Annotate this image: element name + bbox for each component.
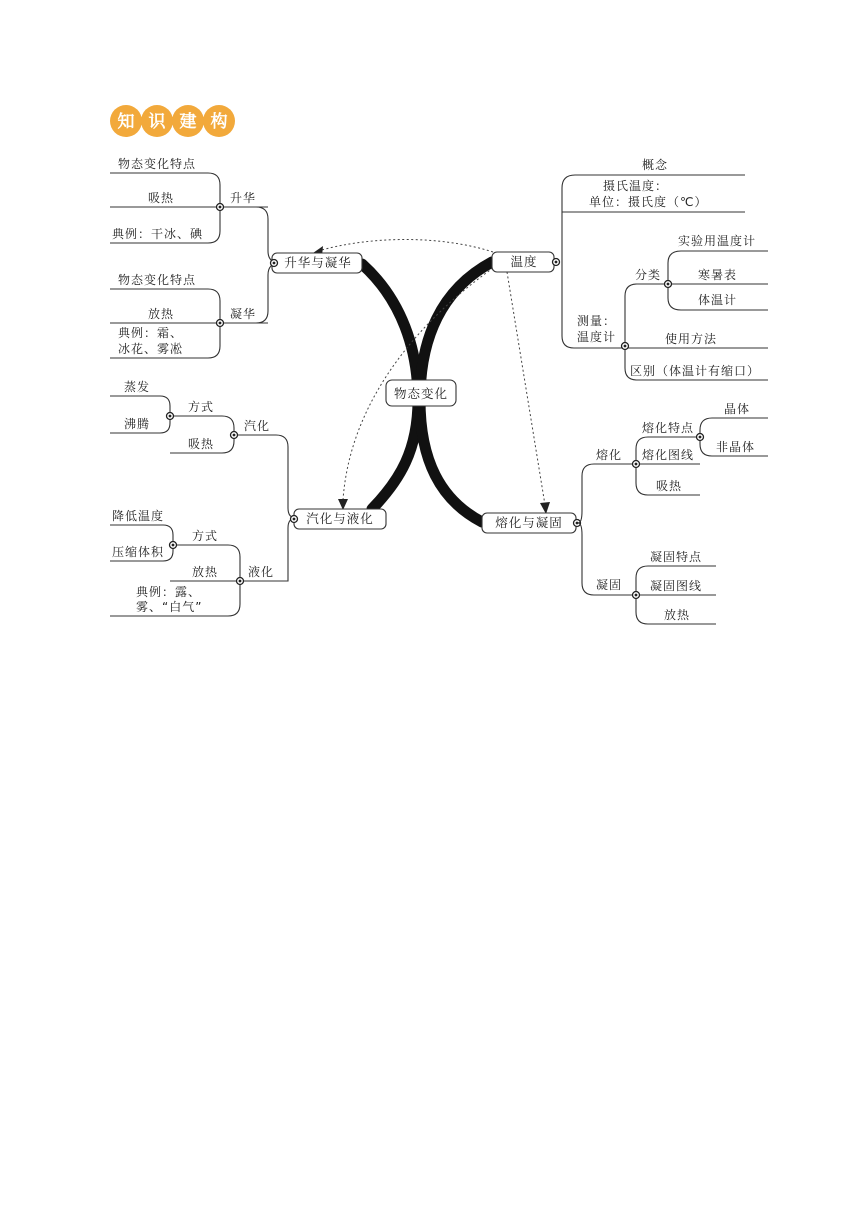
evaporation: 蒸发	[124, 380, 151, 394]
sublimation-link	[220, 207, 280, 263]
classify-link	[625, 284, 668, 346]
melting-node-label: 熔化与凝固	[495, 515, 563, 530]
sublimation-example: 典例：干冰、碘	[112, 227, 204, 241]
sublimation-feature: 物态变化特点	[118, 157, 197, 171]
temperature-branch	[492, 157, 768, 380]
center-node-label: 物态变化	[393, 386, 449, 401]
usage-label: 使用方法	[665, 332, 718, 346]
measure-1: 测量：	[577, 314, 617, 328]
temperature-concept: 概念	[642, 158, 669, 172]
melt-feature: 熔化特点	[642, 421, 695, 435]
liquefaction-method: 方式	[192, 529, 219, 543]
classify-label: 分类	[635, 268, 662, 282]
vaporization-method: 方式	[188, 400, 215, 414]
desublimation-heat: 放热	[148, 307, 175, 321]
solidify-feature: 凝固特点	[650, 550, 703, 564]
sublimation-label: 升华	[230, 191, 257, 205]
liquefaction-heat: 放热	[192, 565, 219, 579]
liquefaction-label: 液化	[248, 565, 275, 579]
center-node-group	[386, 380, 456, 406]
arrowhead-melting	[540, 502, 550, 514]
dash-temp-to-melting	[507, 272, 545, 505]
liquefaction-example-2: 雾、“白气”	[136, 600, 203, 614]
liquefaction-link	[170, 518, 296, 581]
vaporization-label: 汽化	[244, 419, 271, 433]
melt-graph: 熔化图线	[642, 448, 695, 462]
arrowhead-vaporization	[338, 499, 348, 510]
measure-2: 温度计	[577, 330, 617, 344]
crystal: 晶体	[724, 402, 751, 416]
compress-volume: 压缩体积	[112, 545, 165, 559]
melt-heat: 吸热	[656, 479, 683, 493]
lower-temperature: 降低温度	[112, 509, 165, 523]
melting-branch	[482, 401, 768, 624]
sublimation-heat: 吸热	[148, 191, 175, 205]
melt-link	[578, 464, 636, 523]
vaporization-branch	[110, 379, 386, 616]
difference-label: 区别（体温计有缩口）	[630, 364, 761, 378]
solidify-heat: 放热	[664, 608, 691, 622]
vaporization-link	[234, 435, 296, 518]
melt-label: 熔化	[596, 448, 623, 462]
celsius-2: 单位：摄氏度（℃）	[589, 195, 708, 209]
solidify-graph: 凝固图线	[650, 579, 703, 593]
dash-temp-to-sublimation	[318, 240, 493, 253]
weather-thermometer: 寒暑表	[698, 268, 738, 282]
badge-char-4: 构	[210, 112, 228, 132]
solidify-label: 凝固	[596, 578, 623, 592]
desublimation-example-1: 典例：霜、	[118, 326, 184, 340]
temperature-node-label: 温度	[510, 254, 538, 269]
desublimation-example-2: 冰花、雾凇	[118, 342, 184, 356]
sublimation-branch	[110, 156, 362, 358]
badge-char-2: 识	[148, 112, 166, 132]
boiling: 沸腾	[124, 417, 151, 431]
desublimation-label: 凝华	[230, 307, 257, 321]
liquefaction-example-1: 典例：露、	[136, 585, 202, 599]
lab-thermometer: 实验用温度计	[678, 234, 757, 248]
badge-char-1: 知	[117, 112, 135, 132]
amorphous: 非晶体	[716, 440, 756, 454]
clinical-thermometer: 体温计	[698, 293, 738, 307]
badge-char-3: 建	[179, 112, 197, 132]
knowledge-construction-badge	[110, 105, 235, 137]
desublimation-feature: 物态变化特点	[118, 273, 197, 287]
vaporization-node-label: 汽化与液化	[306, 511, 374, 526]
sublimation-node-label: 升华与凝华	[284, 255, 352, 270]
vaporization-heat: 吸热	[188, 437, 215, 451]
celsius-1: 摄氏温度：	[603, 179, 669, 193]
